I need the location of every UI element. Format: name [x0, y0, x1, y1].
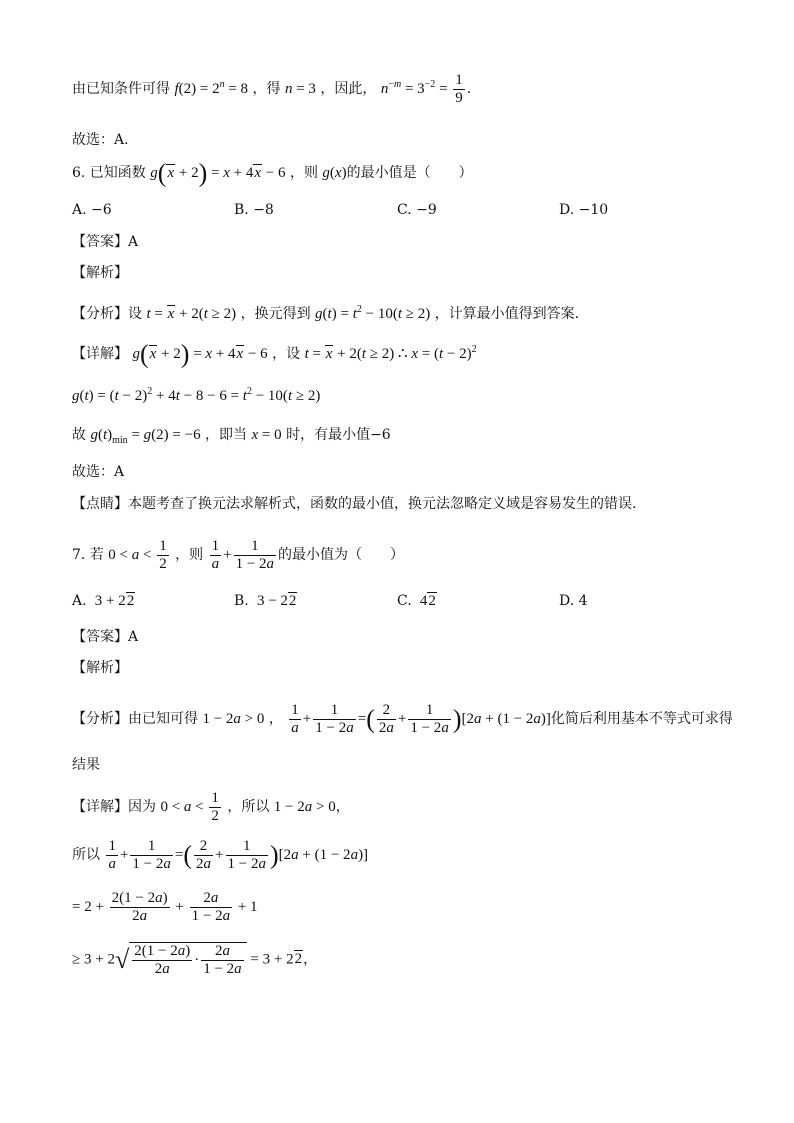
text: 【分析】设	[72, 306, 142, 322]
detail-formula-3: ≥ 3 + 2√ $\frac{2(1 - 2a)}{2a}$ · $\frac{2a}{1 - 2a}$ = 3 + 22，	[72, 943, 318, 977]
answer-choice-line: 故选：A.	[72, 132, 129, 148]
option-a: A. 3 + 22	[72, 593, 135, 609]
formula: 0 < a < $\frac{1}{2}$	[108, 538, 167, 572]
formula: g(x)	[322, 165, 347, 181]
detail-formula: $g(t) = (t - 2)^2 + 4t - 8 - 6 = t^2 - 10(t \ge 2)$	[72, 386, 321, 404]
analysis-line-2: 结果	[72, 757, 100, 773]
text: ，	[335, 798, 350, 815]
formula: $n^{-m} = 3^{-2}$ = $\frac{1}{9}$	[380, 72, 463, 106]
detail-formula-1	[72, 838, 368, 873]
formula: g(x + 2) = x + 4x − 6	[150, 158, 286, 188]
formula: t = x + 2(t ≥ 2)	[146, 306, 237, 322]
formula: t = x + 2(t ≥ 2) ∴ $x = (t - 2)^2$	[304, 344, 477, 362]
option-label: C.	[397, 593, 412, 609]
question-6	[72, 158, 473, 188]
text: 【分析】由已知可得	[72, 710, 198, 727]
formula: g(x + 2) = x + 4x − 6	[132, 339, 268, 369]
formula: 1 − 2a > 0	[202, 710, 265, 727]
formula: $g(t) = t^2 - 10(t \ge 2)$	[315, 304, 431, 322]
option-b: B. 3 − 22	[234, 593, 297, 609]
option-c: C. −9	[397, 202, 437, 218]
formula: 0 < a < $\frac{1}{2}$	[160, 790, 219, 824]
text: 化简后利用基本不等式可求得	[550, 710, 733, 727]
question-number: 6. 已知函数	[72, 165, 146, 181]
text: 所以	[72, 846, 100, 863]
option-d: D. 4	[559, 593, 588, 609]
option-label: A.	[72, 593, 87, 609]
option-label: B.	[234, 593, 249, 609]
text: ，计算最小值得到答案.	[434, 306, 580, 322]
text: ，则	[289, 165, 318, 181]
formula: $\frac{1}{a}$ + $\frac{1}{1 - 2a}$ =( $\frac{2}{2a}$ + $\frac{1}{1 - 2a}$ )[2a + (1 − 2a)]	[108, 838, 369, 872]
text: ，换元得到	[240, 306, 311, 322]
formula: $\frac{1}{a}$ + $\frac{1}{1 - 2a}$	[211, 538, 275, 572]
option-c: C. 42	[397, 593, 436, 609]
answer-choice-line: 故选：A	[72, 464, 125, 480]
solution-line-1	[72, 72, 471, 107]
text: ，	[303, 951, 318, 968]
analysis-line	[72, 702, 733, 737]
question-number: 7. 若	[72, 546, 104, 563]
text: .	[466, 80, 472, 97]
option-b: B. −8	[234, 202, 274, 218]
text: 时，有最小值−6	[286, 427, 391, 443]
text: ，得	[252, 80, 281, 97]
formula: 1 − 2a > 0	[273, 798, 336, 815]
formula: $f(2) = 2^n = 8$	[174, 78, 249, 97]
text: ，所以	[227, 798, 270, 815]
text: 由已知条件可得	[72, 80, 170, 97]
analysis-line	[72, 300, 579, 324]
detail-line	[72, 339, 477, 369]
comment-line: 【点睛】本题考查了换元法求解析式，函数的最小值，换元法忽略定义域是容易发生的错误.	[72, 496, 637, 512]
analysis-tag: 【解析】	[72, 660, 128, 676]
text: ，	[268, 710, 283, 727]
option-a: A. −6	[72, 202, 112, 218]
text: 的最小值是（ ）	[346, 165, 473, 181]
formula: n = 3	[284, 80, 316, 97]
formula: x = 0	[251, 427, 282, 443]
text: ，因此，	[320, 80, 377, 97]
formula: $\frac{1}{a}$ + $\frac{1}{1 - 2a}$ =( $\frac{2}{2a}$ + $\frac{1}{1 - 2a}$ )[2a + (1 − 2a)]	[291, 702, 551, 736]
text: ，设	[272, 346, 301, 362]
analysis-tag: 【解析】	[72, 265, 128, 281]
question-7	[72, 538, 404, 573]
text: 的最小值为（ ）	[278, 546, 405, 563]
formula: $g(t)_{min} = g(2) = -6$	[90, 427, 201, 446]
conclusion-line	[72, 425, 391, 451]
answer-tag: 【答案】A	[72, 629, 139, 645]
detail-formula-2: = 2 + $\frac{2(1 - 2a)}{2a}$ + $\frac{2a}{1 - 2a}$ + 1	[72, 890, 258, 924]
answer-tag: 【答案】A	[72, 234, 139, 250]
text: ，则	[175, 546, 204, 563]
detail-line	[72, 790, 350, 825]
text: ，即当	[205, 427, 248, 443]
text: 【详解】	[72, 346, 128, 362]
text: 【详解】因为	[72, 798, 156, 815]
option-d: D. −10	[559, 202, 609, 218]
text: 故	[72, 427, 86, 443]
